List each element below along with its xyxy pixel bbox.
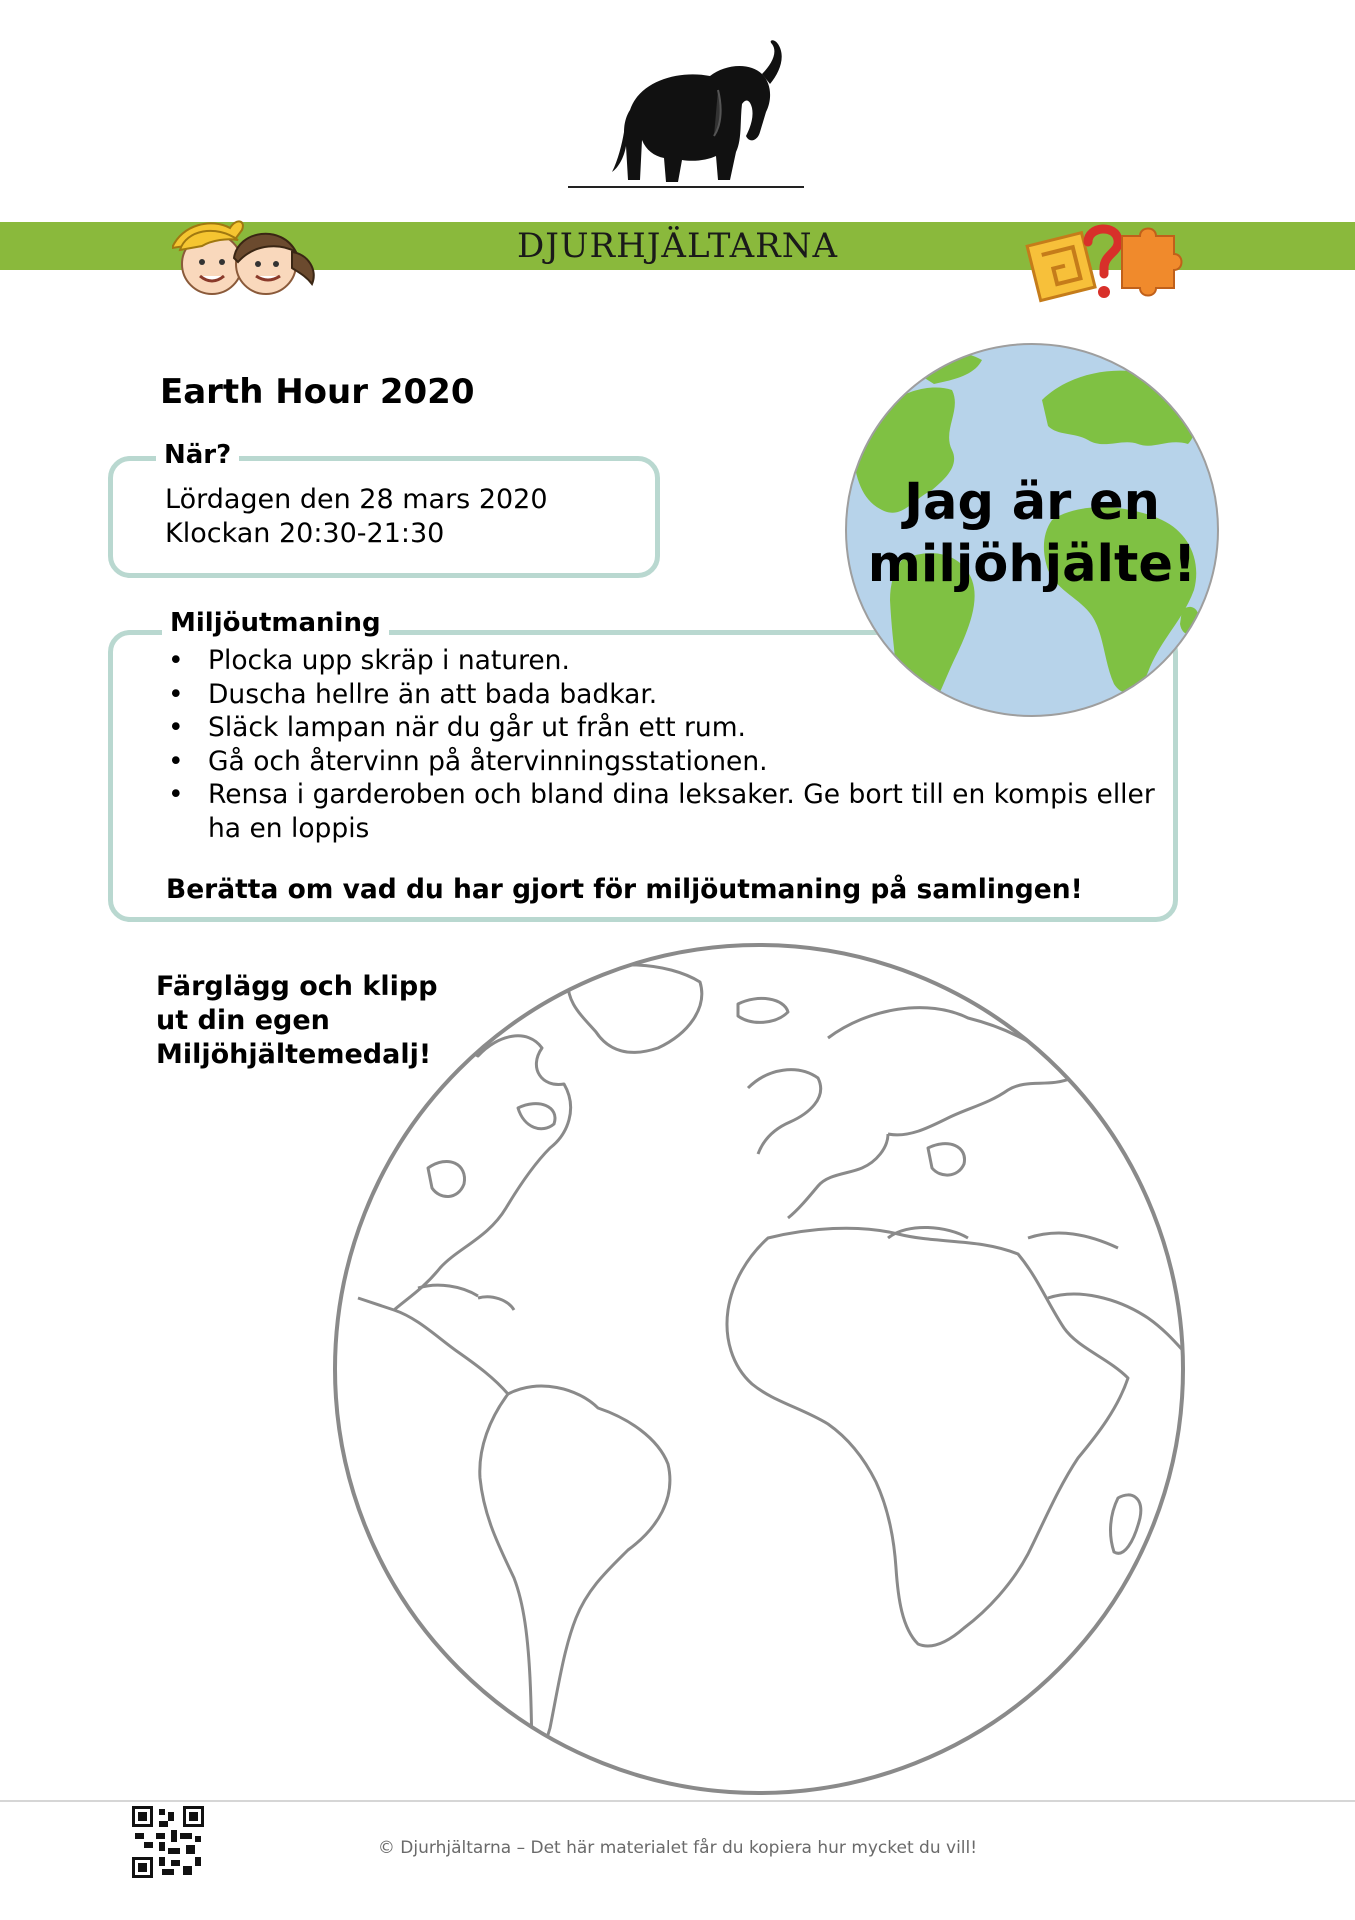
page-title: Earth Hour 2020 (160, 372, 475, 412)
logo-underline (568, 186, 804, 188)
list-item: • Gå och återvinn på återvinningsstationen. (168, 745, 1158, 779)
list-item: • Rensa i garderoben och bland dina leksaker. Ge bort till en kompis eller ha en loppis (168, 778, 1158, 845)
challenge-call-to-action: Berätta om vad du har gjort för miljöutmaning på samlingen! (166, 874, 1083, 905)
list-item: • Duscha hellre än att bada badkar. (168, 678, 1158, 712)
badge-line-2: miljöhjälte! (867, 535, 1197, 594)
kids-faces-icon (172, 218, 322, 300)
puzzle-question-icon (1024, 220, 1186, 306)
list-item: • Plocka upp skräp i naturen. (168, 644, 1158, 678)
coloring-globe-icon (328, 938, 1190, 1800)
coloring-line-3: Miljöhjältemedalj! (156, 1039, 432, 1070)
when-label: När? (156, 440, 239, 470)
elephant-logo-icon (590, 40, 800, 220)
when-date: Lördagen den 28 mars 2020 (165, 484, 548, 515)
challenge-label: Miljöutmaning (162, 608, 389, 638)
badge-text (842, 472, 1222, 596)
footer-divider (0, 1800, 1355, 1802)
when-time: Klockan 20:30-21:30 (165, 518, 445, 549)
brand-name: DJURHJÄLTARNA (516, 226, 839, 266)
coloring-line-1: Färglägg och klipp (156, 971, 438, 1002)
when-box (108, 456, 660, 578)
footer-copyright: © Djurhjältarna – Det här materialet får du kopiera hur mycket du vill! (377, 1838, 978, 1858)
coloring-line-2: ut din egen (156, 1005, 330, 1036)
badge-line-1: Jag är en (904, 473, 1160, 532)
list-item: • Släck lampan när du går ut från ett rum. (168, 711, 1158, 745)
